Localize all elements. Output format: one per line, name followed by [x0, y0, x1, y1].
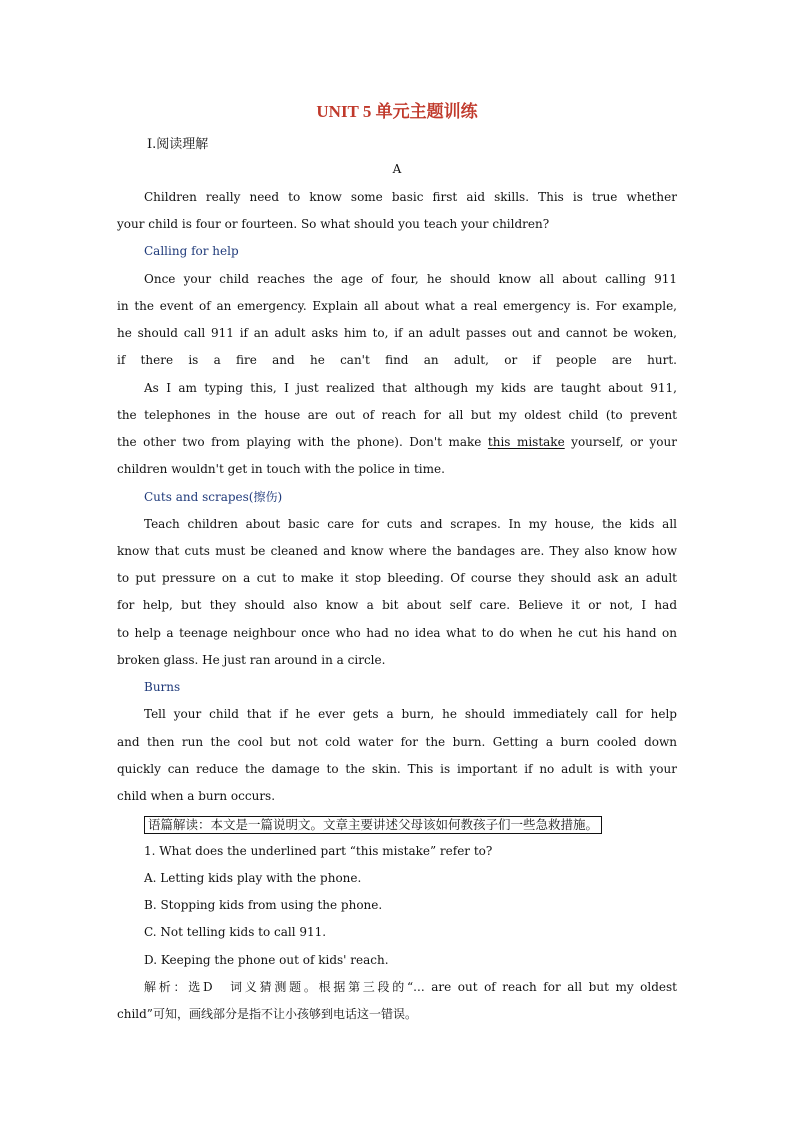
paragraph-line: Teach children about basic care for cuts and scrapes. In my house, the kids all — [144, 517, 677, 531]
paragraph-line: Once your child reaches the age of four, he should know all about calling 911 — [144, 272, 677, 286]
option-b: B. Stopping kids from using the phone. — [144, 898, 383, 912]
subheading-burns: Burns — [144, 680, 181, 694]
intro-line: Children really need to know some basic first aid skills. This is true whether — [144, 190, 677, 204]
option-a: A. Letting kids play with the phone. — [144, 871, 362, 885]
unit-title: UNIT 5 单元主题训练 — [316, 102, 478, 121]
paragraph-line: in the event of an emergency. Explain all about what a real emergency is. For example, — [117, 299, 677, 313]
question-1: 1. What does the underlined part “this mistake” refer to? — [144, 844, 493, 858]
option-c: C. Not telling kids to call 911. — [144, 925, 327, 939]
paragraph-line: quickly can reduce the damage to the skin. This is important if no adult is with your — [117, 762, 677, 776]
paragraph-line-with-underline — [117, 434, 677, 450]
paragraph-line: to help a teenage neighbour once who had no idea what to do when he cut his hand on — [117, 626, 677, 640]
subheading-calling-for-help: Calling for help — [144, 244, 239, 258]
paragraph-line: he should call 911 if an adult asks him to, if an adult passes out and cannot be woken, — [117, 326, 677, 340]
paragraph-line: As I am typing this, I just realized that although my kids are taught about 911, — [144, 381, 677, 395]
paragraph-line: child when a burn occurs. — [117, 789, 276, 803]
paragraph-line: and then run the cool but not cold water for the burn. Getting a burn cooled down — [117, 735, 677, 749]
paragraph-line: if there is a fire and he can't find an adult, or if people are hurt. — [117, 353, 677, 367]
text-before-underline: the other two from playing with the phone). Don't make — [117, 435, 488, 449]
intro-line: your child is four or fourteen. So what should you teach your children? — [117, 217, 550, 231]
paragraph-line: to put pressure on a cut to make it stop bleeding. Of course they should ask an adult — [117, 571, 677, 585]
underlined-phrase: this mistake — [487, 435, 565, 449]
answer-explanation-line: 解析：选D 词义猜测题。根据第三段的“... are out of reach for all but my oldest — [144, 980, 677, 994]
paragraph-line: know that cuts must be cleaned and know where the bandages are. They also know how — [117, 544, 677, 558]
text-analysis-box: 语篇解读：本文是一篇说明文。文章主要讲述父母该如何教孩子们一些急救措施。 — [144, 816, 602, 834]
paragraph-line: the telephones in the house are out of reach for all but my oldest child (to prevent — [117, 408, 677, 422]
passage-label: A — [392, 162, 402, 176]
option-d: D. Keeping the phone out of kids' reach. — [144, 953, 389, 967]
paragraph-line: for help, but they should also know a bit about self care. Believe it or not, I had — [117, 598, 677, 612]
subheading-cuts-and-scrapes: Cuts and scrapes(擦伤) — [144, 490, 283, 504]
text-after-underline: yourself, or your — [564, 435, 677, 449]
paragraph-line: broken glass. He just ran around in a circle. — [117, 653, 386, 667]
answer-explanation-line: child”可知，画线部分是指不让小孩够到电话这一错误。 — [117, 1007, 417, 1021]
paragraph-line: Tell your child that if he ever gets a burn, he should immediately call for help — [144, 707, 677, 721]
section-heading: Ⅰ.阅读理解 — [147, 137, 209, 152]
paragraph-line: children wouldn't get in touch with the police in time. — [117, 462, 445, 476]
